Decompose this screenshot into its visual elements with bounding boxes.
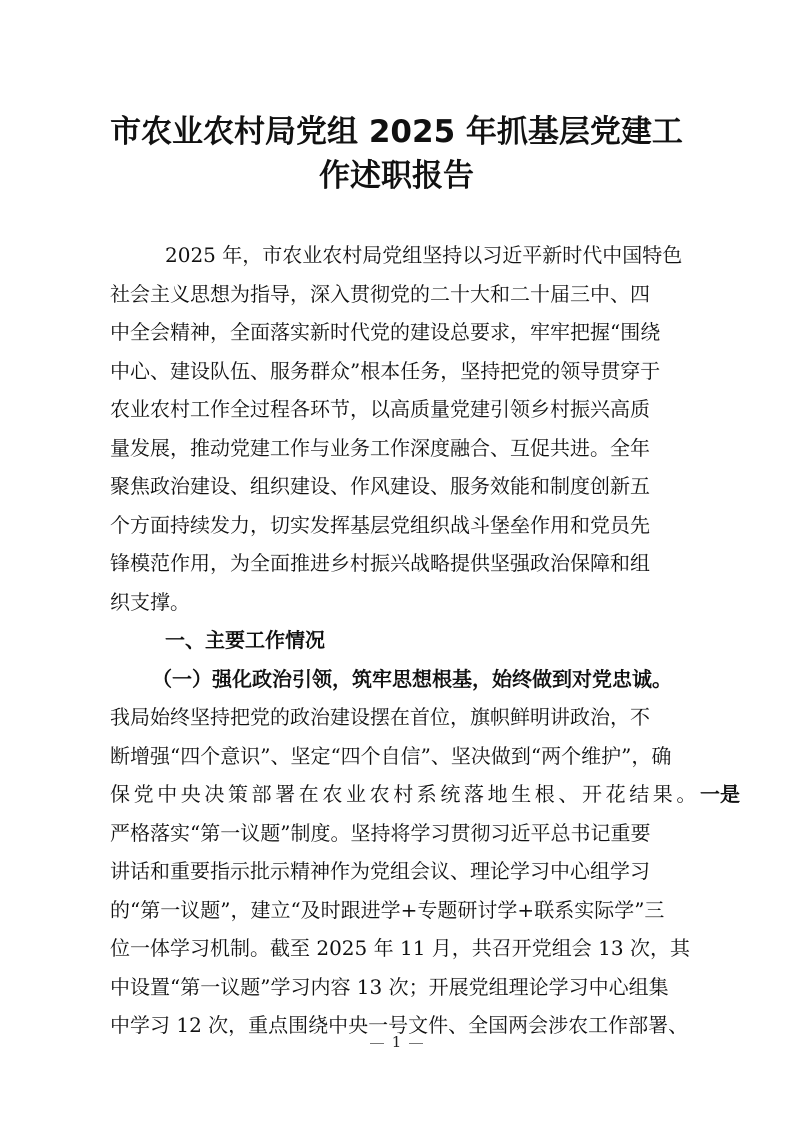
document-body	[110, 236, 740, 1045]
paragraph-line: 聚焦政治建设、组织建设、作风建设、服务效能和制度创新五	[110, 474, 650, 498]
paragraph-line: 个方面持续发力，切实发挥基层党组织战斗堡垒作用和党员先	[110, 512, 650, 537]
paragraph-line: 社会主义思想为指导，深入贯彻党的二十大和二十届三中、四	[110, 281, 650, 306]
paragraph-line: 我局始终坚持把党的政治建设摆在首位，旗帜鲜明讲政治，不	[110, 705, 650, 729]
paragraph-line: 中心、建设队伍、服务群众”根本任务，坚持把党的领导贯穿于	[110, 358, 661, 383]
paragraph-line: 织支撑。	[110, 589, 190, 614]
page-number: 1	[391, 1033, 402, 1051]
dash-left	[370, 1043, 384, 1044]
paragraph-line: 锋模范作用，为全面推进乡村振兴战略提供坚强政治保障和组	[110, 551, 650, 575]
inline-bold-label: 一是	[700, 782, 740, 806]
paragraph-line	[110, 775, 740, 814]
paragraph-line: 讲话和重要指示批示精神作为党组会议、理论学习中心组学习	[110, 859, 650, 883]
subsection-heading: （一）强化政治引领，筑牢思想根基，始终做到对党忠诚。	[152, 666, 672, 691]
paragraph-line: 的“第一议题”，建立“及时跟进学+专题研讨学+联系实际学”三	[110, 897, 665, 922]
page-footer	[0, 1033, 793, 1051]
dash-right	[409, 1043, 423, 1044]
paragraph-line: 2025 年，市农业农村局党组坚持以习近平新时代中国特色	[165, 243, 683, 267]
document-title-line-2: 作述职报告	[319, 158, 474, 194]
paragraph-line: 位一体学习机制。截至 2025 年 11 月，共召开党组会 13 次，其	[110, 936, 690, 960]
paragraph-line: 中设置“第一议题”学习内容 13 次；开展党组理论学习中心组集	[110, 974, 669, 999]
paragraph-line: 中学习 12 次，重点围绕中央一号文件、全国两会涉农工作部署、	[110, 1013, 689, 1037]
paragraph-line: 农业农村工作全过程各环节，以高质量党建引领乡村振兴高质	[110, 397, 650, 421]
document-title-line-1: 市农业农村局党组 2025 年抓基层党建工	[110, 114, 683, 150]
paragraph-line: 量发展，推动党建工作与业务工作深度融合、互促共进。全年	[110, 435, 650, 460]
paragraph-line: 中全会精神，全面落实新时代党的建设总要求，牢牢把握“围绕	[110, 320, 661, 344]
section-heading: 一、主要工作情况	[165, 628, 325, 652]
paragraph-line: 严格落实“第一议题”制度。坚持将学习贯彻习近平总书记重要	[110, 820, 651, 845]
paragraph-text: 保党中央决策部署在农业农村系统落地生根、开花结果。	[110, 782, 700, 806]
paragraph-line: 断增强“四个意识”、坚定“四个自信”、坚决做到“两个维护”，确	[110, 743, 672, 768]
